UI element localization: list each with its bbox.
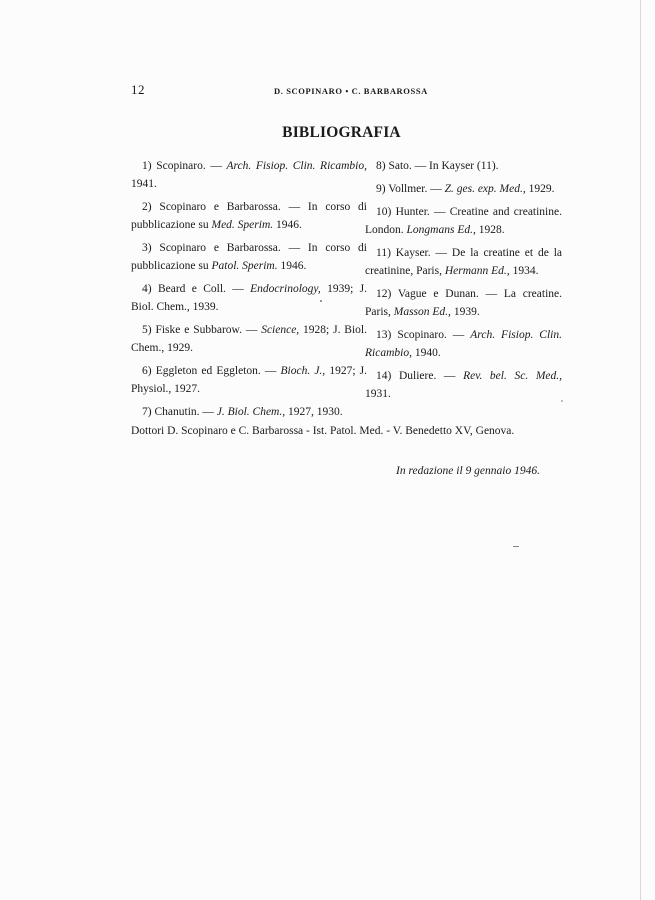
author-affiliation: Dottori D. Scopinaro e C. Barbarossa - Ist. Patol. Med. - V. Benedetto XV, Genova.	[131, 425, 515, 437]
reference-year: 1928; J. Biol. Chem., 1929.	[131, 324, 367, 354]
reference-journal: Med. Sperim.	[211, 219, 274, 231]
reference-year: 1940.	[411, 347, 441, 359]
reference-journal: Bioch. J.,	[280, 365, 326, 377]
reference-number: 13)	[376, 329, 392, 341]
reference-journal: Endocrinology,	[250, 283, 321, 295]
reference-item	[131, 362, 367, 398]
reference-text: Scopinaro e Barbarossa. — In corso di pubblicazione su	[131, 242, 367, 272]
reference-journal: Z. ges. exp. Med.,	[444, 183, 526, 195]
reference-number: 14)	[376, 370, 392, 382]
reference-item	[365, 180, 562, 198]
reference-number: 5)	[142, 324, 152, 336]
reference-journal: Hermann Ed.,	[444, 265, 510, 277]
reference-item	[365, 203, 562, 239]
reference-journal: Arch. Fisiop. Clin. Ricambio,	[365, 329, 562, 359]
print-mark	[513, 546, 519, 547]
reference-year: 1946.	[277, 260, 307, 272]
reference-journal: Science,	[261, 324, 300, 336]
reference-number: 11)	[376, 247, 391, 259]
reference-year: 1927; J. Physiol., 1927.	[131, 365, 367, 395]
reference-text: Scopinaro. —	[391, 329, 471, 341]
reference-item	[365, 285, 562, 321]
reference-journal: Longmans Ed.,	[406, 224, 476, 236]
reference-number: 1)	[142, 160, 152, 172]
reference-item	[131, 198, 367, 234]
references-left-column	[131, 157, 367, 426]
reference-item	[131, 239, 367, 275]
reference-number: 7)	[142, 406, 152, 418]
reference-year: 1939; J. Biol. Chem., 1939.	[131, 283, 367, 313]
reference-number: 9)	[376, 183, 386, 195]
reference-item	[131, 321, 367, 357]
reference-number: 8)	[376, 160, 386, 172]
editorial-date: In redazione il 9 gennaio 1946.	[396, 465, 540, 477]
reference-year: 1931.	[365, 388, 391, 400]
reference-number: 6)	[142, 365, 152, 377]
reference-item	[131, 403, 367, 421]
reference-item	[365, 157, 562, 175]
reference-item	[365, 244, 562, 280]
reference-text: Scopinaro e Barbarossa. — In corso di pubblicazione su	[131, 201, 367, 231]
reference-journal: Rev. bel. Sc. Med.,	[463, 370, 563, 382]
reference-text: Vollmer. —	[385, 183, 445, 195]
reference-year: 1941.	[131, 178, 157, 190]
reference-text: Kayser. — De la creatine et de la creatinine, Paris,	[365, 247, 562, 277]
reference-item	[131, 280, 367, 316]
reference-year: 1934.	[509, 265, 539, 277]
reference-journal: Patol. Sperim.	[211, 260, 278, 272]
reference-number: 3)	[142, 242, 152, 254]
reference-year: 1929.	[525, 183, 555, 195]
reference-text: Eggleton ed Eggleton. —	[151, 365, 281, 377]
reference-text: Chanutin. —	[151, 406, 217, 418]
reference-item	[365, 367, 562, 403]
reference-number: 2)	[142, 201, 152, 213]
reference-item	[365, 326, 562, 362]
reference-journal: J. Biol. Chem.,	[216, 406, 286, 418]
running-head: D. SCOPINARO • C. BARBAROSSA	[274, 86, 428, 96]
reference-item	[131, 157, 367, 193]
reference-text: Sato. — In Kayser (11).	[385, 160, 499, 172]
reference-year: 1927, 1930.	[285, 406, 343, 418]
reference-number: 10)	[376, 206, 392, 218]
reference-text: Hunter. — Creatine and creatinine. London.	[365, 206, 562, 236]
references-right-column	[365, 157, 562, 408]
page-number: 12	[131, 82, 145, 97]
reference-text: Vague e Dunan. — La creatine. Paris,	[365, 288, 562, 318]
reference-year: 1946.	[273, 219, 302, 231]
reference-text: Duliere. —	[391, 370, 464, 382]
reference-text: Scopinaro. —	[151, 160, 227, 172]
reference-year: 1939.	[450, 306, 480, 318]
reference-text: Fiske e Subbarow. —	[151, 324, 262, 336]
reference-journal: Masson Ed.,	[393, 306, 451, 318]
reference-year: 1928.	[475, 224, 505, 236]
section-title: BIBLIOGRAFIA	[282, 124, 401, 141]
reference-number: 4)	[142, 283, 152, 295]
reference-text: Beard e Coll. —	[151, 283, 251, 295]
reference-journal: Arch. Fisiop. Clin. Ricambio,	[226, 160, 367, 172]
reference-number: 12)	[376, 288, 392, 300]
